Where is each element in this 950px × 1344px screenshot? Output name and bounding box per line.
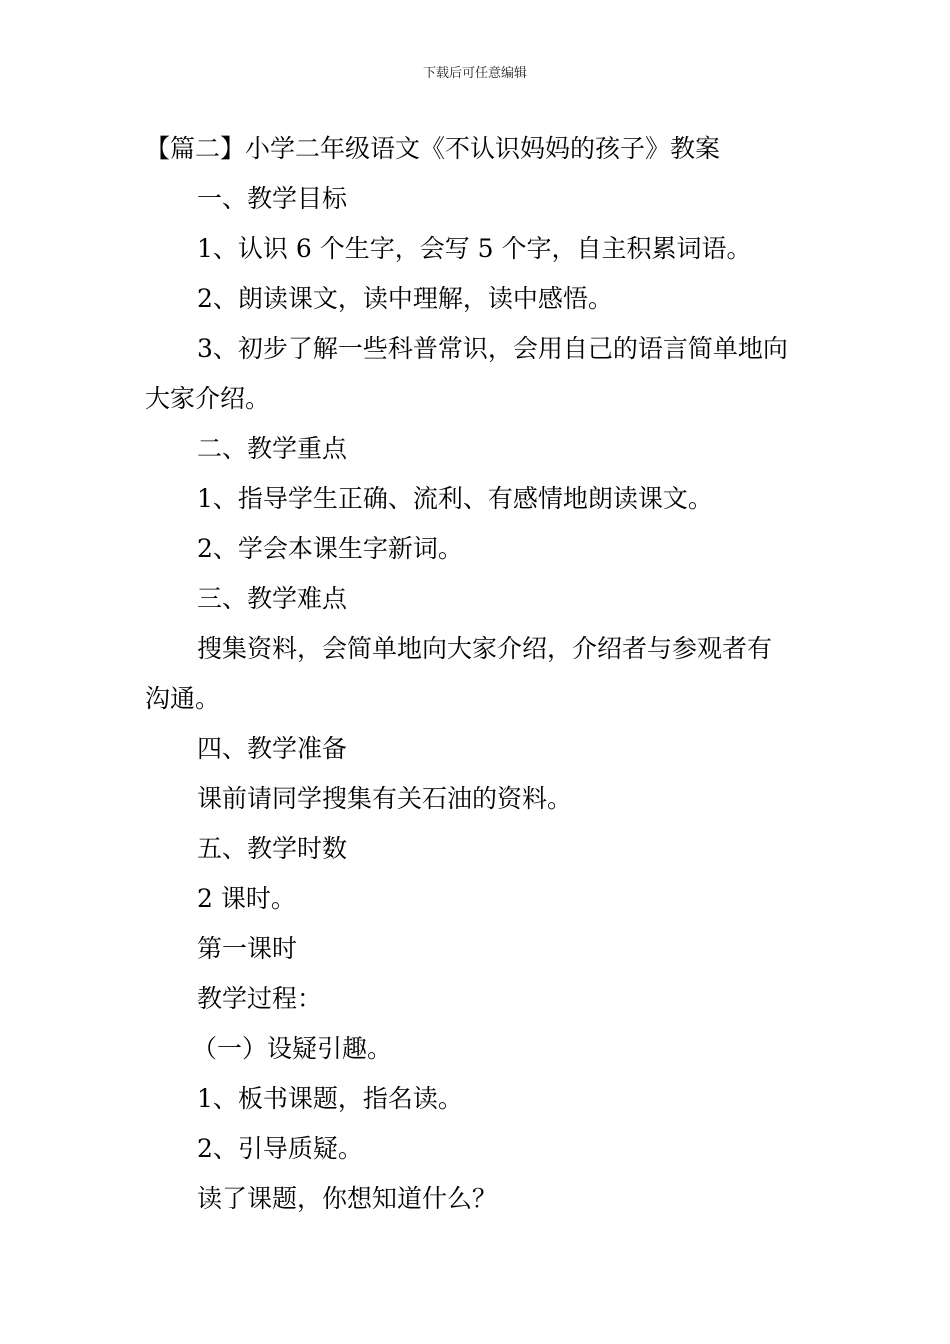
document-body — [145, 124, 810, 1224]
paragraph-line: 读了课题，你想知道什么？ — [197, 1184, 498, 1213]
paragraph-line: 沟通。 — [145, 684, 221, 713]
document-title: 【篇二】小学二年级语文《不认识妈妈的孩子》教案 — [145, 134, 721, 163]
section-heading: 二、教学重点 — [197, 434, 348, 463]
paragraph-line: 1、指导学生正确、流利、有感情地朗读课文。 — [197, 484, 713, 513]
paragraph-line: 2 课时。 — [197, 884, 296, 913]
section-heading: 四、教学准备 — [197, 734, 348, 763]
paragraph-line: 2、引导质疑。 — [197, 1134, 363, 1163]
section-heading: 五、教学时数 — [197, 834, 348, 863]
section-heading: 三、教学难点 — [197, 584, 348, 613]
paragraph-line: 1、认识 6 个生字，会写 5 个字，自主积累词语。 — [197, 234, 752, 263]
paragraph-line: 搜集资料，会简单地向大家介绍，介绍者与参观者有 — [197, 634, 773, 663]
paragraph-line: 2、朗读课文，读中理解，读中感悟。 — [197, 284, 613, 313]
section-heading: 一、教学目标 — [197, 184, 348, 213]
paragraph-line: 课前请同学搜集有关石油的资料。 — [197, 784, 573, 813]
paragraph-line: 1、板书课题，指名读。 — [197, 1084, 463, 1113]
paragraph-line: 教学过程： — [197, 984, 323, 1013]
paragraph-line: 第一课时 — [197, 934, 298, 963]
paragraph-line: 大家介绍。 — [145, 384, 271, 413]
paragraph-line: 2、学会本课生字新词。 — [197, 534, 463, 563]
paragraph-line: 3、初步了解一些科普常识，会用自己的语言简单地向 — [197, 334, 788, 363]
subsection-heading: （一）设疑引趣。 — [192, 1034, 393, 1063]
header-note: 下载后可任意编辑 — [422, 66, 527, 81]
